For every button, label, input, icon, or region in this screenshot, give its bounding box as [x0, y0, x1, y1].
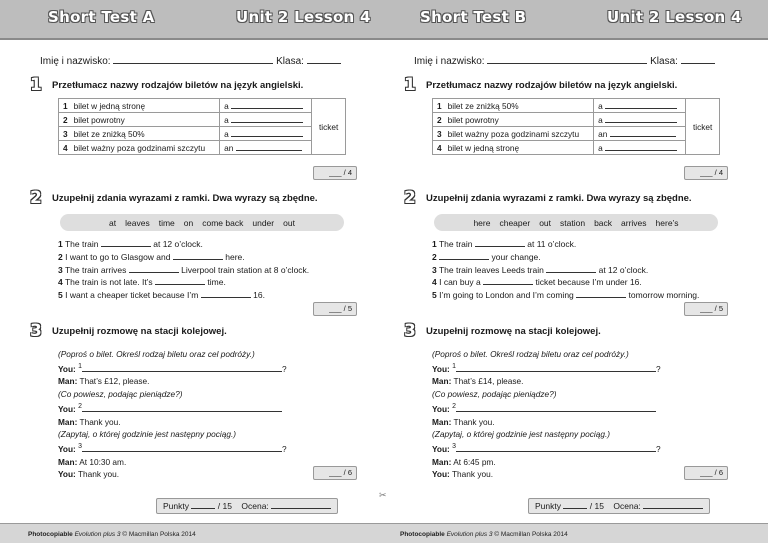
dialogue: (Poproś o bilet. Określ rodzaj biletu oraz cel podróży.) You: $^1$ ? Man: That’s £14, please. (Co powiesz, podając pieniądze?) You: $^2$ Man: Thank you. (Zapytaj, o której godzinie jest następny pociąg.) You: $^3$ ? Man: At 6:45 pm. You: Thank you.	[432, 349, 661, 480]
table-row: 4 bilet w jedną stronę a	[433, 141, 720, 155]
word-item: under	[252, 217, 275, 228]
table-row: 3 bilet ze zniżką 50% a	[59, 127, 346, 141]
word-item: leaves	[125, 217, 150, 228]
answer-field[interactable]: a	[594, 141, 686, 155]
word-box	[60, 214, 344, 231]
points-box: Punkty / 15 Ocena:	[528, 498, 710, 514]
task-3-title: Uzupełnij rozmowę na stacji kolejowej.	[426, 326, 601, 337]
footer-left: Photocopiable Evolution plus 3 © Macmillan Polska 2014	[28, 531, 196, 538]
table-row: 2 bilet powrotny a	[59, 113, 346, 127]
list-item: 5 I’m going to London and I’m coming tomorrow morning.	[432, 290, 700, 301]
word-item: here	[473, 217, 491, 228]
answer-field[interactable]: a	[220, 99, 312, 113]
answer-line[interactable]	[82, 404, 282, 412]
name-field[interactable]	[113, 56, 273, 64]
task-2	[404, 190, 734, 302]
task-1-title: Przetłumacz nazwy rodzajów biletów na język angielski.	[52, 80, 304, 91]
word-item: at	[109, 217, 117, 228]
ticket-word: ticket	[312, 99, 346, 155]
task-number-1: 1	[404, 75, 416, 95]
word-item: station	[560, 217, 586, 228]
score-box-task-2: ___ / 5	[313, 302, 357, 316]
word-item: on	[183, 217, 194, 228]
task-number-2: 2	[30, 188, 42, 208]
answer-line[interactable]	[456, 444, 656, 452]
name-class-line: Imię i nazwisko: Klasa:	[414, 56, 715, 67]
list-item: 4 The train is not late. It’s time.	[58, 277, 226, 288]
word-item: cheaper	[499, 217, 531, 228]
word-item: out	[539, 217, 552, 228]
word-box	[434, 214, 718, 231]
list-item: 5 I want a cheaper ticket because I’m 16.	[58, 290, 265, 301]
list-item: 1 The train at 12 o’clock.	[58, 239, 203, 249]
table-row: 3 bilet ważny poza godzinami szczytu an	[433, 127, 720, 141]
answer-field[interactable]: a	[220, 113, 312, 127]
answer-field[interactable]: a	[594, 113, 686, 127]
answer-field[interactable]: an	[220, 141, 312, 155]
task-3	[404, 323, 734, 481]
table-row: 1 bilet ze zniżką 50% a ticket	[433, 99, 720, 113]
test-a-unit: Unit 2 Lesson 4	[236, 8, 371, 26]
score-box-task-3: ___ / 6	[684, 466, 728, 480]
word-item: time	[158, 217, 175, 228]
task-3	[30, 323, 360, 481]
dialogue: (Poproś o bilet. Określ rodzaj biletu oraz cel podróży.) You: $^1$ ? Man: That’s £12, please. (Co powiesz, podając pieniądze?) You: $^2$ Man: Thank you. (Zapytaj, o której godzinie jest następny pociąg.) You: $^3$ ? Man: At 10:30 am. You: Thank you.	[58, 349, 287, 480]
scissors-icon: ✂	[379, 490, 387, 500]
score-box-task-1: ___ / 4	[313, 166, 357, 180]
table-row: 2 bilet powrotny a	[433, 113, 720, 127]
test-b-title: Short Test B	[420, 8, 527, 26]
task-3-title: Uzupełnij rozmowę na stacji kolejowej.	[52, 326, 227, 337]
list-item: 2 I want to go to Glasgow and here.	[58, 251, 245, 262]
word-item: come back	[202, 217, 244, 228]
task-number-3: 3	[30, 321, 42, 341]
test-a-title: Short Test A	[48, 8, 155, 26]
name-class-line: Imię i nazwisko: Klasa:	[40, 56, 341, 67]
tickets-table	[432, 98, 720, 155]
word-item: out	[283, 217, 295, 228]
task-2	[30, 190, 360, 302]
answer-line[interactable]	[82, 364, 282, 372]
list-item: 4 I can buy a ticket because I’m under 16.	[432, 277, 642, 288]
test-a-column	[0, 40, 384, 523]
answer-field[interactable]: a	[220, 127, 312, 141]
name-field[interactable]	[487, 56, 647, 64]
task-1	[404, 77, 734, 155]
table-row: 1 bilet w jedną stronę a ticket	[59, 99, 346, 113]
list-item: 3 The train arrives Liverpool train station at 8 o’clock.	[58, 264, 310, 275]
list-item: 2 your change.	[432, 251, 541, 262]
score-box-task-3: ___ / 6	[313, 466, 357, 480]
list-item: 3 The train leaves Leeds train at 12 o’clock.	[432, 264, 649, 275]
answer-field[interactable]: a	[594, 99, 686, 113]
task-2-title: Uzupełnij zdania wyrazami z ramki. Dwa wyrazy są zbędne.	[52, 193, 318, 204]
task-2-title: Uzupełnij zdania wyrazami z ramki. Dwa wyrazy są zbędne.	[426, 193, 692, 204]
table-row: 4 bilet ważny poza godzinami szczytu an	[59, 141, 346, 155]
task-1-title: Przetłumacz nazwy rodzajów biletów na język angielski.	[426, 80, 678, 91]
answer-line[interactable]	[456, 404, 656, 412]
class-field[interactable]	[681, 56, 715, 64]
word-item: back	[594, 217, 613, 228]
task-number-3: 3	[404, 321, 416, 341]
word-item: arrives	[621, 217, 647, 228]
score-box-task-1: ___ / 4	[684, 166, 728, 180]
ticket-word: ticket	[686, 99, 720, 155]
sentence-list	[58, 238, 360, 302]
points-box: Punkty / 15 Ocena:	[156, 498, 338, 514]
tickets-table	[58, 98, 346, 155]
score-box-task-2: ___ / 5	[684, 302, 728, 316]
task-number-2: 2	[404, 188, 416, 208]
answer-field[interactable]: an	[594, 127, 686, 141]
footer-right: Photocopiable Evolution plus 3 © Macmillan Polska 2014	[400, 531, 568, 538]
answer-line[interactable]	[456, 364, 656, 372]
task-number-1: 1	[30, 75, 42, 95]
list-item: 1 The train at 11 o’clock.	[432, 239, 577, 249]
class-field[interactable]	[307, 56, 341, 64]
test-b-unit: Unit 2 Lesson 4	[607, 8, 742, 26]
task-1	[30, 77, 360, 155]
sentence-list	[432, 238, 734, 302]
test-b-column	[384, 40, 768, 523]
answer-line[interactable]	[82, 444, 282, 452]
word-item: here’s	[655, 217, 679, 228]
